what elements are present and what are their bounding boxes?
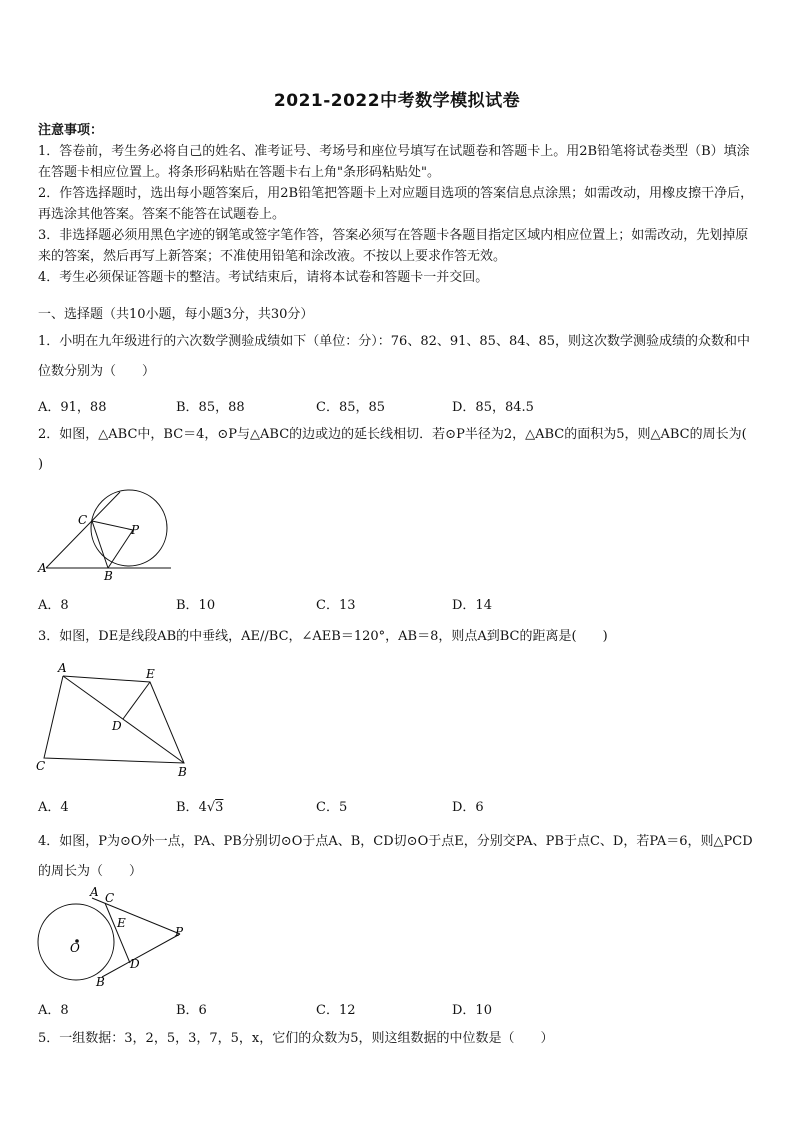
question-1-options bbox=[38, 396, 758, 416]
option-d: D．6 bbox=[452, 800, 484, 815]
question-3-options bbox=[38, 796, 758, 816]
segment-cp bbox=[92, 521, 133, 530]
question-1 bbox=[38, 327, 758, 387]
question-2-figure bbox=[36, 480, 176, 585]
question-4 bbox=[38, 827, 758, 887]
question-2-options bbox=[38, 594, 758, 614]
notice-item: 4．考生必须保证答题卡的整洁。考试结束后，请将本试卷和答题卡一并交回。 bbox=[38, 270, 489, 285]
segment-ed bbox=[123, 682, 150, 719]
option-a: A．4 bbox=[38, 800, 69, 815]
label-o: O bbox=[70, 941, 80, 955]
question-stem: 4．如图，P为⊙O外一点，PA、PB分别切⊙O于点A、B，CD切⊙O于点E，分别交PA、PB于点C、D，若PA＝6，则△PCD的周长为（ ） bbox=[38, 834, 753, 879]
circle-p bbox=[91, 490, 167, 566]
sqrt-sign: √ bbox=[206, 800, 216, 815]
option-a: A．8 bbox=[38, 1003, 69, 1018]
stem-part: ，则点A到BC的距离是( ) bbox=[438, 629, 608, 644]
label-e: E bbox=[146, 667, 155, 681]
notice-item: 1．答卷前，考生务必将自己的姓名、准考证号、考场号和座位号填写在试题卷和答题卡上。用2B铅笔将试卷类型（B）填涂在答题卡相应位置上。将条形码粘贴在答题卡右上角"条形码粘贴处"。 bbox=[38, 144, 750, 180]
option-b: B．85，88 bbox=[176, 400, 245, 415]
stem-part: 3．如图，DE是线段AB的中垂线， bbox=[38, 629, 242, 644]
notice-item: 3．非选择题必须用黑色字迹的钢笔或签字笔作答，答案必须写在答题卡各题目指定区域内相应位置上；如需改动，先划掉原来的答案，然后再写上新答案；不准使用铅笔和涂改液。不按以上要求作答无效。 bbox=[38, 228, 749, 264]
page-title: 2021-2022中考数学模拟试卷 bbox=[273, 91, 521, 111]
label-b: B bbox=[104, 569, 113, 583]
option-b-label: B． bbox=[176, 800, 199, 815]
stem-math: AE//BC，∠AEB＝120°，AB＝8 bbox=[241, 629, 439, 644]
option-a: A．8 bbox=[38, 598, 69, 613]
option-c: C．13 bbox=[316, 598, 356, 613]
label-d: D bbox=[112, 719, 122, 733]
question-stem bbox=[38, 622, 758, 652]
option-c: C．5 bbox=[316, 800, 348, 815]
question-3-figure bbox=[32, 660, 192, 780]
notice-item: 2．作答选择题时，选出每小题答案后，用2B铅笔把答题卡上对应题目选项的答案信息点涂黑；如需改动，用橡皮擦干净后，再选涂其他答案。答案不能答在试题卷上。 bbox=[38, 186, 754, 222]
question-2 bbox=[38, 420, 764, 480]
label-c: C bbox=[36, 759, 46, 773]
question-stem: 2．如图，△ABC中，BC＝4，⊙P与△ABC的边或边的延长线相切．若⊙P半径为2，△ABC的面积为5，则△ABC的周长为( ) bbox=[38, 427, 764, 472]
option-b: B．6 bbox=[176, 1003, 207, 1018]
section-title: 一、选择题（共10小题，每小题3分，共30分） bbox=[38, 307, 314, 322]
option-d: D．85，84.5 bbox=[452, 400, 534, 415]
notice-block bbox=[38, 120, 758, 288]
option-b-coef: 4 bbox=[198, 800, 207, 815]
question-stem: 1．小明在九年级进行的六次数学测验成绩如下（单位：分）：76、82、91、85、84、85，则这次数学测验成绩的众数和中位数分别为（ ） bbox=[38, 334, 751, 379]
question-3 bbox=[38, 622, 758, 652]
label-p: P bbox=[131, 523, 140, 537]
option-b-radicand: 3 bbox=[215, 800, 224, 815]
label-c: C bbox=[78, 513, 88, 527]
label-c: C bbox=[105, 891, 115, 905]
label-a: A bbox=[58, 661, 67, 675]
question-4-options bbox=[38, 999, 758, 1019]
question-stem: 5．一组数据：3，2，5，3，7，5，x，它们的众数为5，则这组数据的中位数是（ ） bbox=[38, 1031, 554, 1046]
question-5 bbox=[38, 1024, 758, 1054]
option-a: A．91，88 bbox=[38, 400, 107, 415]
option-c: C．85，85 bbox=[316, 400, 386, 415]
label-a: A bbox=[90, 886, 99, 899]
line-ac-extended bbox=[46, 492, 120, 568]
label-d: D bbox=[130, 957, 140, 971]
question-4-figure bbox=[34, 886, 194, 991]
option-b bbox=[176, 796, 223, 815]
option-d: D．10 bbox=[452, 1003, 492, 1018]
label-b: B bbox=[96, 975, 105, 989]
option-b: B．10 bbox=[176, 598, 216, 613]
label-e: E bbox=[117, 916, 126, 930]
label-a: A bbox=[38, 561, 47, 575]
label-p: P bbox=[175, 925, 184, 939]
option-d: D．14 bbox=[452, 598, 492, 613]
label-b: B bbox=[178, 765, 187, 779]
option-c: C．12 bbox=[316, 1003, 356, 1018]
notice-heading: 注意事项： bbox=[38, 123, 104, 138]
